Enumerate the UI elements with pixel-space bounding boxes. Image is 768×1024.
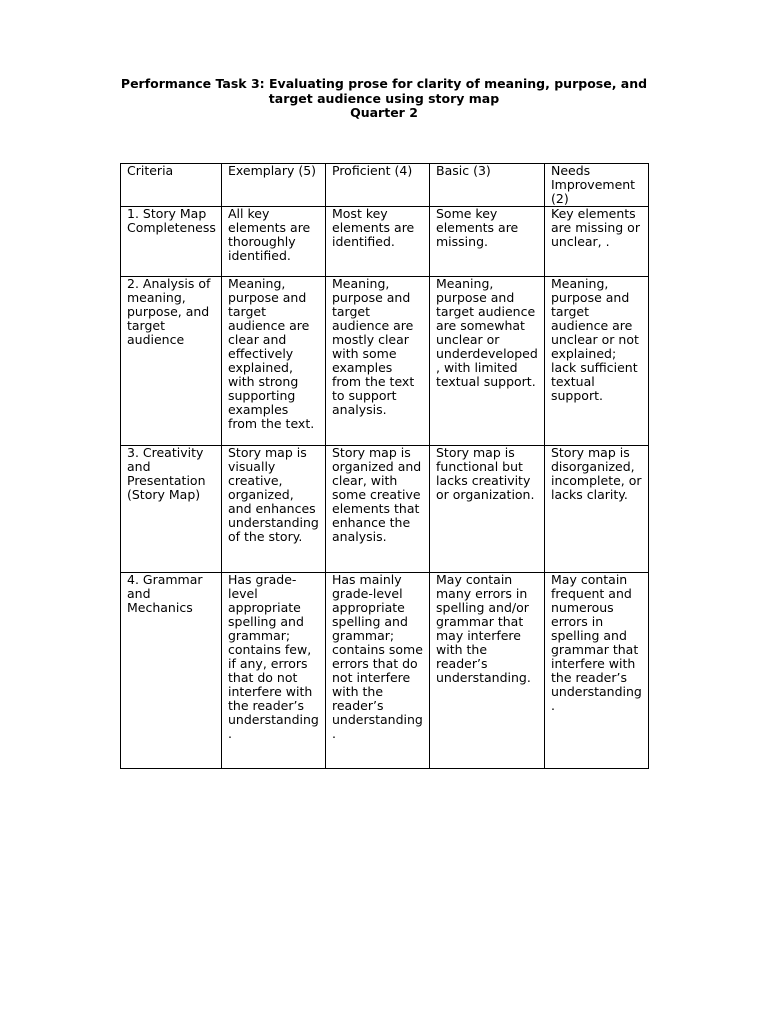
table-header-row [121,164,649,207]
table-row [121,207,649,277]
cell-proficient: Story map is organized and clear, with some creative elements that enhance the analysis. [326,446,430,573]
cell-proficient: Most key elements are identified. [326,207,430,277]
header-proficient: Proficient (4) [326,164,430,207]
header-needs-improvement: Needs Improvement (2) [545,164,649,207]
cell-exemplary: Meaning, purpose and target audience are clear and effectively explained, with strong supporting examples from the text. [222,277,326,446]
cell-needs-improvement: Key elements are missing or unclear, . [545,207,649,277]
table-row [121,277,649,446]
cell-criteria: 3. Creativity and Presentation (Story Map) [121,446,222,573]
title-line-3: Quarter 2 [350,105,418,120]
header-criteria: Criteria [121,164,222,207]
cell-basic: Some key elements are missing. [430,207,545,277]
cell-basic: Meaning, purpose and target audience are somewhat unclear or underdeveloped, with limited textual support. [430,277,545,446]
cell-needs-improvement: Story map is disorganized, incomplete, or lacks clarity. [545,446,649,573]
title-line-1: Performance Task 3: Evaluating prose for clarity of meaning, purpose, and [120,76,648,91]
cell-exemplary: All key elements are thoroughly identified. [222,207,326,277]
cell-criteria: 1. Story Map Completeness [121,207,222,277]
table-row [121,573,649,769]
cell-proficient: Meaning, purpose and target audience are mostly clear with some examples from the text to support analysis. [326,277,430,446]
cell-needs-improvement: Meaning, purpose and target audience are unclear or not explained; lack sufficient textual support. [545,277,649,446]
cell-exemplary: Story map is visually creative, organized, and enhances understanding of the story. [222,446,326,573]
cell-basic: May contain many errors in spelling and/or grammar that may interfere with the reader’s understanding. [430,573,545,769]
header-exemplary: Exemplary (5) [222,164,326,207]
table-row [121,446,649,573]
header-basic: Basic (3) [430,164,545,207]
rubric-table [120,163,649,769]
cell-needs-improvement: May contain frequent and numerous errors in spelling and grammar that interfere with the reader’s understanding. [545,573,649,769]
cell-exemplary: Has grade-level appropriate spelling and grammar; contains few, if any, errors that do not interfere with the reader’s understanding. [222,573,326,769]
cell-proficient: Has mainly grade-level appropriate spelling and grammar; contains some errors that do not interfere with the reader’s understanding. [326,573,430,769]
title-line-2: target audience using story map [268,90,500,106]
document-title [0,77,768,121]
cell-criteria: 4. Grammar and Mechanics [121,573,222,769]
cell-basic: Story map is functional but lacks creativity or organization. [430,446,545,573]
cell-criteria: 2. Analysis of meaning, purpose, and target audience [121,277,222,446]
